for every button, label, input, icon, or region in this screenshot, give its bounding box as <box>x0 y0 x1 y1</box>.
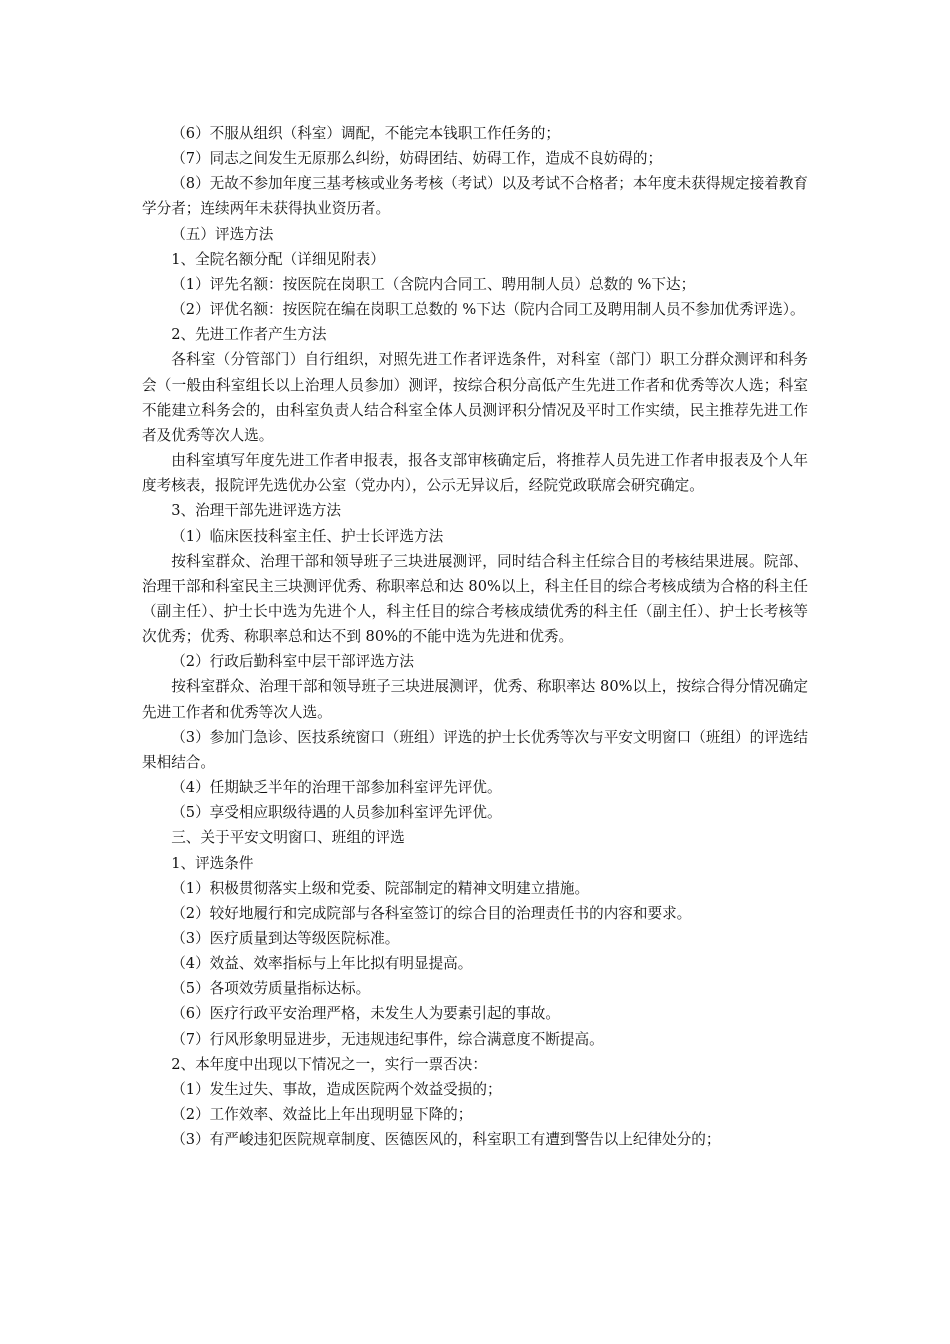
paragraph: （4）任期缺乏半年的治理干部参加科室评先评优。 <box>171 779 502 797</box>
paragraph: （7）行风形象明显进步，无违规违纪事件，综合满意度不断提高。 <box>171 1030 604 1048</box>
document-body <box>142 121 808 1152</box>
section-heading: （五）评选方法 <box>171 225 274 243</box>
section-heading: 三、关于平安文明窗口、班组的评选 <box>171 829 405 847</box>
paragraph: （2）较好地履行和完成院部与各科室签订的综合目的治理责任书的内容和要求。 <box>171 904 692 922</box>
paragraph: （5）各项效劳质量指标达标。 <box>171 980 371 998</box>
paragraph: （5）享受相应职级待遇的人员参加科室评先评优。 <box>171 804 502 822</box>
paragraph: （2）评优名额：按医院在编在岗职工总数的 %下达（院内合同工及聘用制人员不参加优秀评选）。 <box>171 301 805 319</box>
paragraph: （2）行政后勤科室中层干部评选方法 <box>171 653 414 671</box>
paragraph: （8）无故不参加年度三基考核或业务考核（考试）以及考试不合格者；本年度未获得规定接着教育学分者；连续两年未获得执业资历者。 <box>142 175 809 218</box>
paragraph: （3）参加门急诊、医技系统窗口（班组）评选的护士长优秀等次与平安文明窗口（班组）的评选结果相结合。 <box>142 728 809 771</box>
paragraph: （1）发生过失、事故，造成医院两个效益受损的； <box>171 1080 502 1098</box>
subsection-heading: 3、治理干部先进评选方法 <box>171 502 342 520</box>
paragraph: （7）同志之间发生无原那么纠纷，妨碍团结、妨碍工作，造成不良妨碍的； <box>171 150 663 168</box>
paragraph: 各科室（分管部门）自行组织，对照先进工作者评选条件，对科室（部门）职工分群众测评和科务会（一般由科室组长以上治理人员参加）测评，按综合积分高低产生先进工作者和优秀等次人选；科室不能建立科务会的，由科室负责人结合科室全体人员测评积分情况及平时工作实绩，民主推荐先进工作者及优秀等次人选。 <box>142 351 808 444</box>
subsection-heading: 2、先进工作者产生方法 <box>171 326 327 344</box>
paragraph: （1）积极贯彻落实上级和党委、院部制定的精神文明建立措施。 <box>171 879 590 897</box>
subsection-heading: 2、本年度中出现以下情况之一，实行一票否决： <box>171 1055 487 1073</box>
subsection-heading: 1、全院名额分配（详细见附表） <box>171 250 385 268</box>
paragraph: （1）评先名额：按医院在岗职工（含院内合同工、聘用制人员）总数的 %下达； <box>171 275 696 293</box>
paragraph: 按科室群众、治理干部和领导班子三块进展测评，同时结合科主任综合目的考核结果进展。院部、治理干部和科室民主三块测评优秀、称职率总和达 80%以上，科主任目的综合考核成绩为合格的科主任（副主任）、护士长中选为先进个人，科主任目的综合考核成绩优秀的科主任（副主任）、护士长考核等次优秀；优秀、称职率总和达不到 80%的不能中选为先进和优秀。 <box>142 552 808 646</box>
paragraph: （6）不服从组织（科室）调配，不能完本钱职工作任务的； <box>171 125 560 142</box>
paragraph: （2）工作效率、效益比上年出现明显下降的； <box>171 1106 473 1124</box>
paragraph: （4）效益、效率指标与上年比拟有明显提高。 <box>171 955 473 973</box>
paragraph: （3）医疗质量到达等级医院标准。 <box>171 930 400 947</box>
subsection-heading: 1、评选条件 <box>171 854 254 872</box>
paragraph: （1）临床医技科室主任、护士长评选方法 <box>171 527 444 545</box>
paragraph: 按科室群众、治理干部和领导班子三块进展测评，优秀、称职率达 80%以上，按综合得分情况确定先进工作者和优秀等次人选。 <box>142 678 808 721</box>
paragraph: 由科室填写年度先进工作者申报表，报各支部审核确定后，将推荐人员先进工作者申报表及个人年度考核表，报院评先选优办公室（党办内），公示无异议后，经院党政联席会研究确定。 <box>142 452 808 495</box>
paragraph: （6）医疗行政平安治理严格，未发生人为要素引起的事故。 <box>171 1005 560 1023</box>
paragraph: （3）有严峻违犯医院规章制度、医德医风的，科室职工有遭到警告以上纪律处分的； <box>171 1131 721 1149</box>
